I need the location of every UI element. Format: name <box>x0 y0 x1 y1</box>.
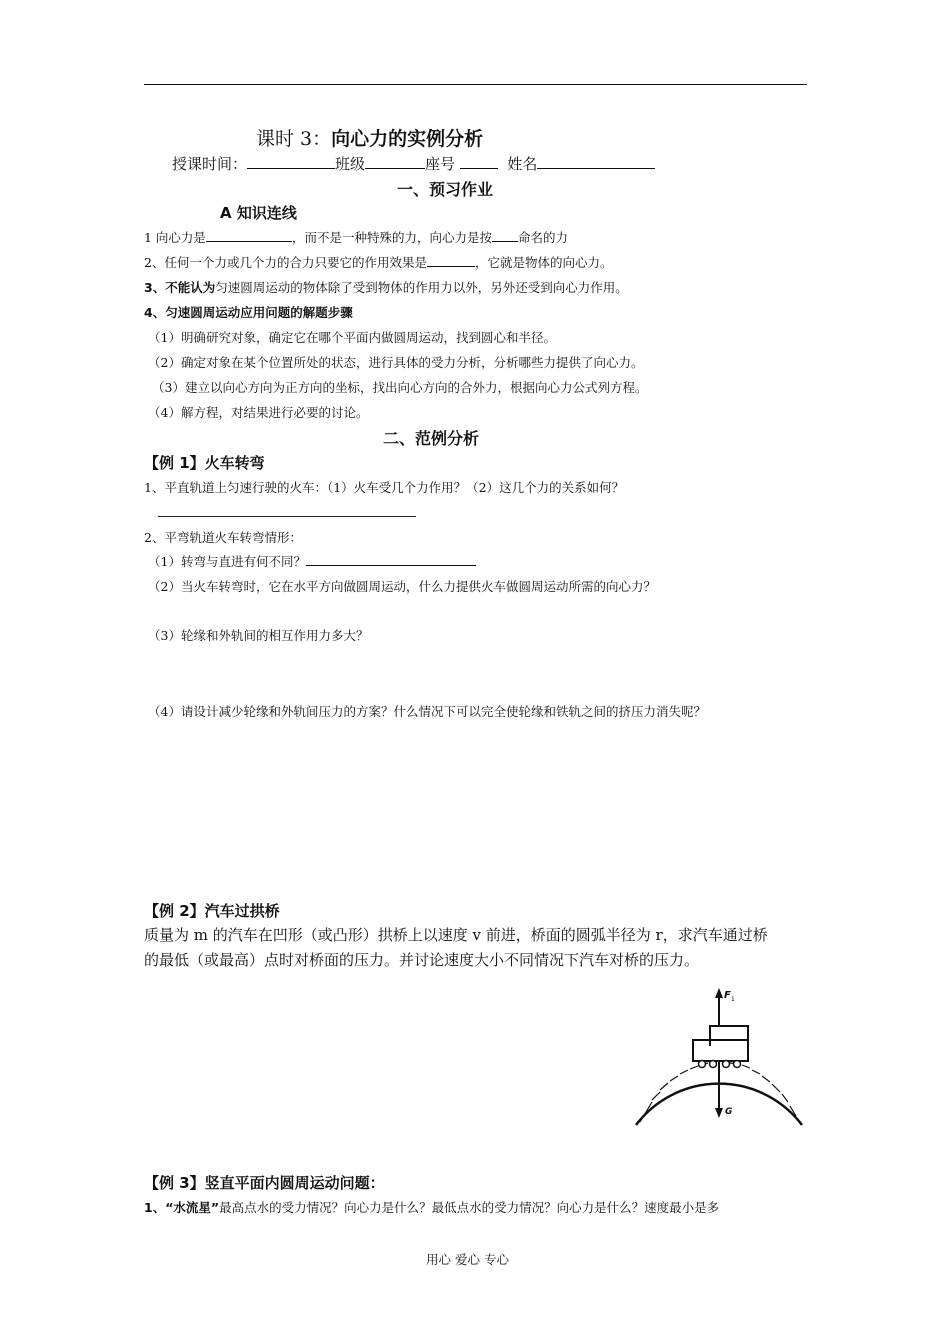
page-footer: 用心 爱心 专心 <box>426 1252 509 1267</box>
list-item: （1）明确研究对象，确定它在哪个平面内做圆周运动，找到圆心和半径。 <box>148 330 556 345</box>
car-body <box>693 1026 748 1068</box>
list-item: （3）建立以向心方向为正方向的坐标，找出向心方向的合外力，根据向心力公式列方程。 <box>152 380 648 395</box>
section1-heading: 一、预习作业 <box>397 180 494 199</box>
force-label-bottom: G <box>725 1107 733 1117</box>
list-item: （2）确定对象在某个位置所处的状态，进行具体的受力分析，分析哪些力提供了向心力。 <box>148 355 644 370</box>
list-item: 4、匀速圆周运动应用问题的解题步骤 <box>144 305 353 320</box>
arrow-down-icon <box>715 1108 723 1118</box>
example3-heading: 【例 3】竖直平面内圆周运动问题： <box>144 1174 385 1192</box>
example2-text-line1: 质量为 m 的汽车在凹形（或凸形）拱桥上以速度 v 前进，桥面的圆弧半径为 r，求汽车通过桥 <box>144 926 768 944</box>
example1-q2: 2、平弯轨道火车转弯情形： <box>144 530 302 545</box>
section2-heading: 二、范例分析 <box>383 429 480 448</box>
force-label-top: F <box>724 990 731 1001</box>
list-item: （4）解方程，对结果进行必要的讨论。 <box>148 405 369 420</box>
section1-subheading: A 知识连线 <box>220 204 297 222</box>
example3-q1: 1、“水流星”最高点水的受力情况？向心力是什么？最低点水的受力情况？向心力是什么？速度最小是多 <box>144 1200 720 1215</box>
list-item: 3、不能认为匀速圆周运动的物体除了受到物体的作用力以外，另外还受到向心力作用。 <box>144 280 628 295</box>
example2-heading: 【例 2】汽车过拱桥 <box>144 902 280 920</box>
example1-q2-3: （3）轮缘和外轨间的相互作用力多大？ <box>148 628 369 643</box>
example1-q2-2: （2）当火车转弯时，它在水平方向做圆周运动，什么力提供火车做圆周运动所需的向心力？ <box>148 579 656 594</box>
info-line: 授课时间： 班级 座号 姓名 <box>172 153 655 174</box>
example1-heading: 【例 1】火车转弯 <box>144 454 265 472</box>
arrow-up-icon <box>715 988 723 998</box>
example1-q2-1: （1）转弯与直进有何不同？ <box>148 552 476 570</box>
example1-q2-4: （4）请设计减少轮缘和外轨间压力的方案？什么情况下可以完全使轮缘和铁轨之间的挤压力消失呢？ <box>148 704 706 719</box>
page-title: 课时 3：向心力的实例分析 <box>256 128 484 150</box>
example2-text-line2: 的最低（或最高）点时对桥面的压力。并讨论速度大小不同情况下汽车对桥的压力。 <box>144 951 700 969</box>
force-label-top-sub: 1 <box>731 996 735 1003</box>
bridge-car-diagram <box>630 984 810 1134</box>
header-rule <box>144 84 807 85</box>
answer-line <box>158 516 416 517</box>
list-item: 1 向心力是 ，而不是一种特殊的力，向心力是按 命名的力 <box>144 230 568 245</box>
list-item: 2、任何一个力或几个力的合力只要它的作用效果是 ，它就是物体的向心力。 <box>144 255 613 270</box>
example1-q1: 1、平直轨道上匀速行驶的火车：（1）火车受几个力作用？（2）这几个力的关系如何？ <box>144 480 625 495</box>
